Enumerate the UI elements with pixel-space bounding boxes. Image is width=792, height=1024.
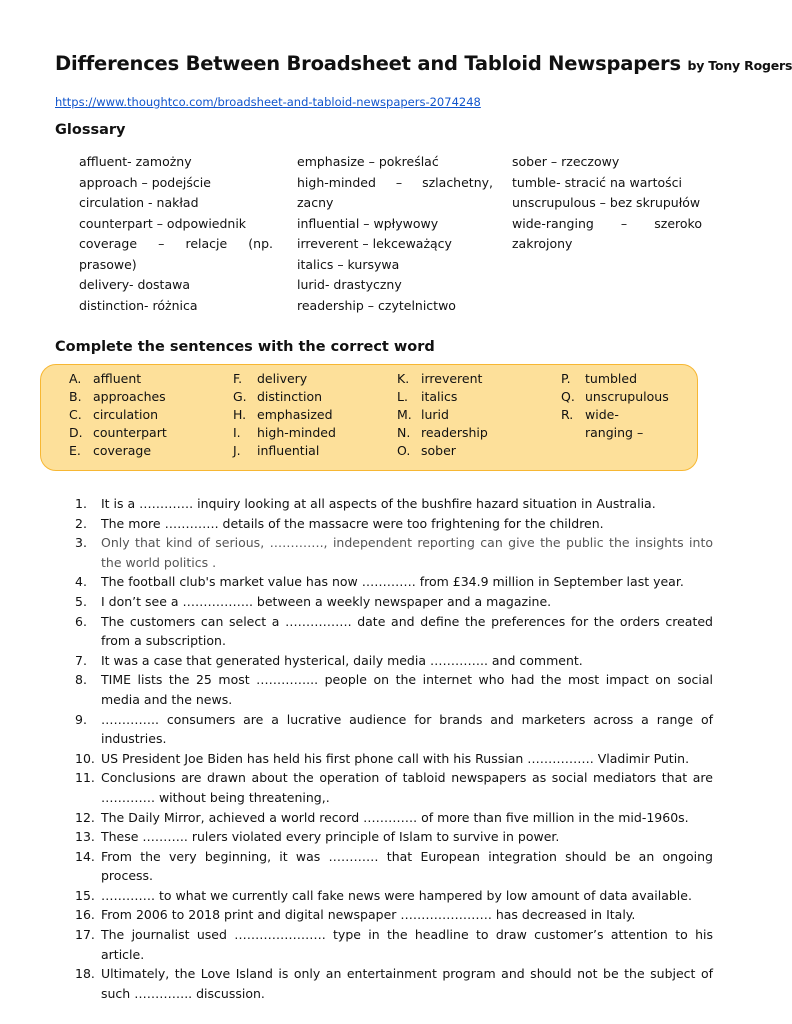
options-column-4 (561, 370, 669, 442)
option-item: R. wide- (561, 407, 619, 422)
option-item: A. affluent (69, 371, 142, 386)
option-item: E. coverage (69, 443, 152, 458)
glossary-entry: lurid- drastyczny (297, 277, 402, 292)
option-item: O. sober (397, 443, 456, 458)
option-item: C. circulation (69, 407, 159, 422)
glossary-entry: sober – rzeczowy (512, 154, 620, 169)
glossary-entry: influential – wpływowy (297, 215, 439, 231)
glossary-entry: distinction- różnica (79, 297, 198, 313)
sentence-item: 13. These ……….. rulers violated every principle of Islam to survive in power. (75, 829, 560, 845)
glossary-entry: high-minded – szlachetny, zacny (297, 174, 493, 210)
sentence-item: 4. The football club's market value has now …………. from £34.9 million in September last year. (75, 574, 684, 590)
sentence-item: 14. From the very beginning, it was ………… that European integration should be an ongoing process. (75, 848, 713, 884)
sentence-item: 10. US President Joe Biden has held his first phone call with his Russian ……………. Vladimir Putin. (75, 750, 690, 766)
option-item: ranging – (585, 425, 644, 440)
sentence-list (75, 494, 713, 1003)
glossary-heading: Glossary (55, 122, 126, 138)
sentence-item: 9. ………….. consumers are a lucrative audience for brands and marketers across a range of industries. (75, 711, 713, 747)
glossary-column-3 (512, 152, 702, 255)
title-text: Differences Between Broadsheet and Tabloid Newspapers (55, 52, 681, 75)
glossary-entry: counterpart – odpowiednik (79, 215, 247, 231)
glossary-entry: delivery- dostawa (79, 277, 190, 292)
options-column-1 (69, 370, 167, 460)
sentence-item: 7. It was a case that generated hysterical, daily media ………….. and comment. (75, 652, 583, 668)
glossary-entry: approach – podejście (79, 174, 211, 190)
glossary-entry: emphasize – pokreślać (297, 154, 439, 169)
sentence-item: 15. …………. to what we currently call fake news were hampered by low amount of data available. (75, 887, 692, 903)
source-link[interactable]: https://www.thoughtco.com/broadsheet-and-tabloid-newspapers-2074248 (55, 95, 481, 109)
option-item: N. readership (397, 425, 488, 440)
option-item: P. tumbled (561, 371, 638, 386)
option-item: Q. unscrupulous (561, 389, 669, 404)
sentence-item: 8. TIME lists the 25 most …………... people on the internet who had the most impact on social media and the news. (75, 672, 713, 707)
sentence-item: 11. Conclusions are drawn about the operation of tabloid newspapers as social mediators that are …………. without being threatening,. (75, 770, 713, 805)
options-column-2 (233, 370, 336, 460)
options-column-3 (397, 370, 488, 460)
author-byline: by Tony Rogers (687, 58, 792, 73)
sentence-item: 1. It is a …………. inquiry looking at all aspects of the bushfire hazard situation in Australia. (75, 496, 656, 511)
option-item: D. counterpart (69, 425, 167, 440)
option-item: M. lurid (397, 407, 449, 422)
option-item: G. distinction (233, 389, 323, 404)
sentence-item: 18. Ultimately, the Love Island is only an entertainment program and should not be the subject of such ………….. discussion. (75, 966, 713, 1001)
glossary-entry: italics – kursywa (297, 256, 400, 272)
sentence-item: 2. The more …………. details of the massacre were too frightening for the children. (75, 515, 604, 531)
glossary-entry: unscrupulous – bez skrupułów (512, 195, 701, 210)
sentence-item: 12. The Daily Mirror, achieved a world record …………. of more than five million in the mid-1960s. (75, 809, 689, 825)
exercise-heading: Complete the sentences with the correct word (55, 339, 435, 355)
glossary-entry: affluent- zamożny (79, 154, 192, 169)
glossary-entry: wide-ranging – szeroko zakrojony (512, 215, 702, 251)
option-item: F. delivery (233, 371, 308, 386)
glossary-entry: tumble- stracić na wartości (512, 174, 682, 190)
sentence-item: 3. Only that kind of serious, …………., independent reporting can give the public the insights into the world politics . (75, 535, 713, 570)
option-item: J. influential (233, 443, 320, 458)
option-item: K. irreverent (397, 371, 483, 386)
sentence-item: 17. The journalist used …………………. type in the headline to draw customer’s attention to his article. (75, 927, 713, 962)
option-item: B. approaches (69, 389, 166, 404)
glossary-column-1 (79, 152, 273, 316)
option-item: L. italics (397, 389, 458, 404)
glossary-column-2 (297, 152, 493, 316)
glossary-entry: readership – czytelnictwo (297, 297, 456, 313)
page-title (55, 52, 792, 75)
option-item: I. high-minded (233, 425, 336, 440)
glossary-entry: coverage – relacje (np. prasowe) (79, 236, 273, 272)
sentence-item: 16. From 2006 to 2018 print and digital newspaper …………………. has decreased in Italy. (75, 907, 636, 923)
sentence-item: 6. The customers can select a ……………. date and define the preferences for the orders created from a subscription. (75, 613, 713, 649)
glossary-entry: circulation - nakład (79, 195, 199, 210)
option-item: H. emphasized (233, 407, 333, 422)
glossary-entry: irreverent – lekceważący (297, 236, 452, 251)
sentence-item: 5. I don’t see a …………….. between a weekly newspaper and a magazine. (75, 593, 552, 609)
